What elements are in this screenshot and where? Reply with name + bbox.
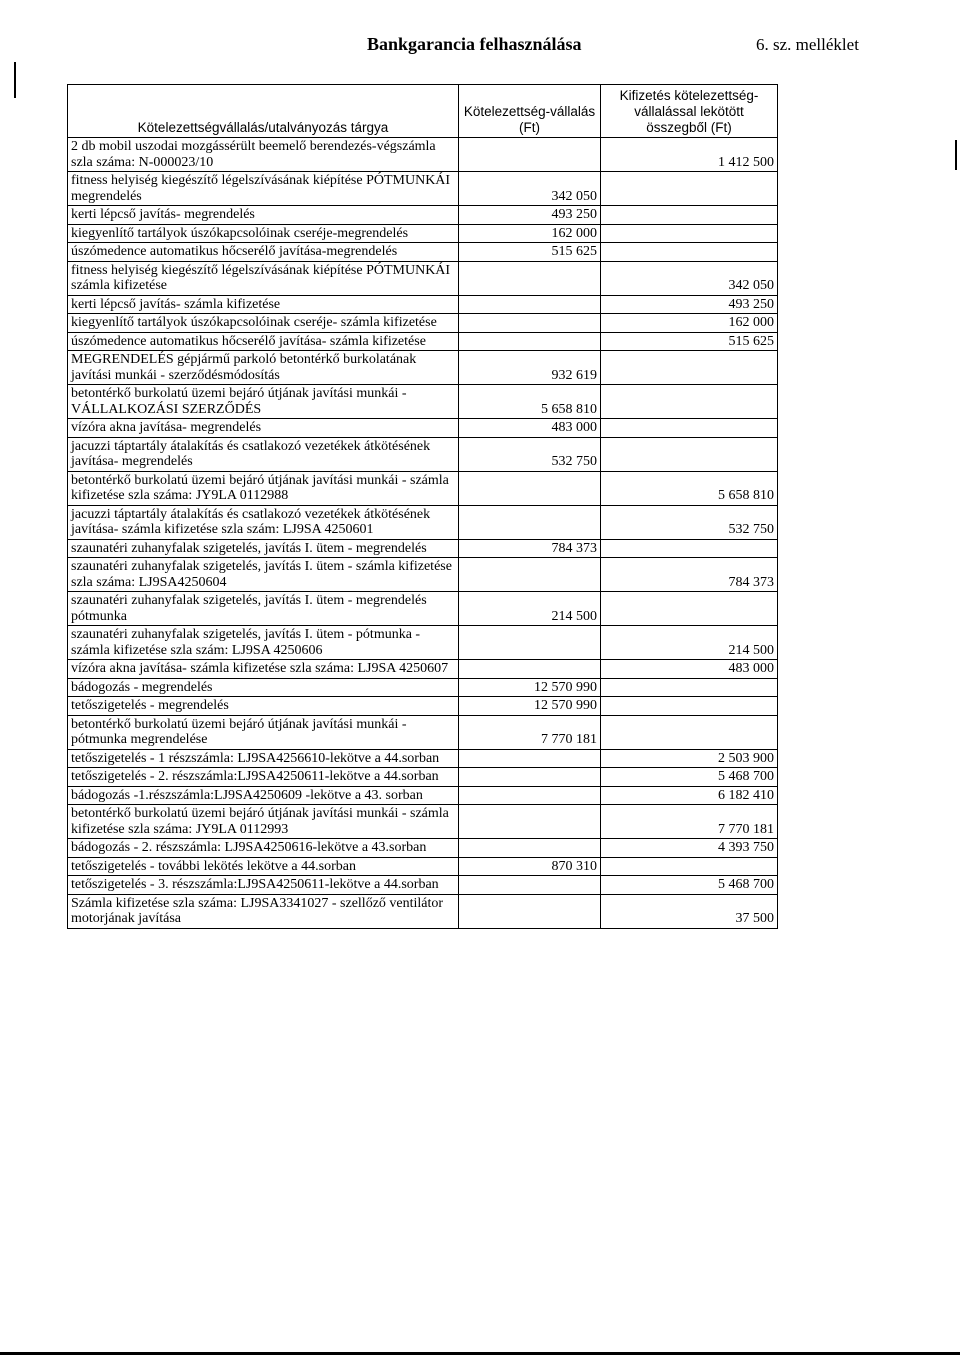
header-commitment: Kötelezettség-vállalás (Ft) [459, 85, 601, 138]
row-description: tetőszigetelés - 2. részszámla:LJ9SA4250611-lekötve a 44.sorban [68, 768, 459, 787]
row-description: kiegyenlítő tartályok úszókapcsolóinak cseréje-megrendelés [68, 224, 459, 243]
row-commitment-amount [459, 894, 601, 928]
row-description: úszómedence automatikus hőcserélő javítása-megrendelés [68, 243, 459, 262]
row-payment-amount [601, 539, 778, 558]
row-payment-amount: 5 658 810 [601, 471, 778, 505]
row-payment-amount: 5 468 700 [601, 768, 778, 787]
row-description: MEGRENDELÉS gépjármű parkoló betontérkő burkolatának javítási munkái - szerződésmódosítás [68, 351, 459, 385]
row-description: bádogozás -1.részszámla:LJ9SA4250609 -lekötve a 43. sorban [68, 786, 459, 805]
row-description: betontérkő burkolatú üzemi bejáró útjának javítási munkái - számla kifizetése szla száma: JY9LA 0112988 [68, 471, 459, 505]
row-description: kerti lépcső javítás- megrendelés [68, 206, 459, 225]
table-row [68, 660, 778, 679]
row-payment-amount: 162 000 [601, 314, 778, 333]
row-payment-amount [601, 857, 778, 876]
table-row [68, 505, 778, 539]
row-commitment-amount: 870 310 [459, 857, 601, 876]
row-payment-amount [601, 697, 778, 716]
row-description: bádogozás - megrendelés [68, 678, 459, 697]
row-description: fitness helyiség kiegészítő légelszívásának kiépítése PÓTMUNKÁI számla kifizetése [68, 261, 459, 295]
row-description: kerti lépcső javítás- számla kifizetése [68, 295, 459, 314]
row-commitment-amount: 932 619 [459, 351, 601, 385]
table-row [68, 857, 778, 876]
bottom-rule [0, 1352, 960, 1355]
row-commitment-amount [459, 786, 601, 805]
row-payment-amount [601, 172, 778, 206]
row-description: szaunatéri zuhanyfalak szigetelés, javítás I. ütem - számla kifizetése szla száma: LJ9SA4250604 [68, 558, 459, 592]
table-row [68, 314, 778, 333]
row-description: betontérkő burkolatú üzemi bejáró útjának javítási munkái - számla kifizetése szla száma: JY9LA 0112993 [68, 805, 459, 839]
table-row [68, 471, 778, 505]
row-payment-amount [601, 419, 778, 438]
row-payment-amount: 342 050 [601, 261, 778, 295]
row-commitment-amount: 342 050 [459, 172, 601, 206]
table-row [68, 261, 778, 295]
row-commitment-amount [459, 660, 601, 679]
row-commitment-amount [459, 471, 601, 505]
row-description: 2 db mobil uszodai mozgássérült beemelő berendezés-végszámla szla száma: N-000023/10 [68, 138, 459, 172]
row-commitment-amount [459, 839, 601, 858]
table-row [68, 558, 778, 592]
row-commitment-amount: 7 770 181 [459, 715, 601, 749]
row-payment-amount: 6 182 410 [601, 786, 778, 805]
row-payment-amount [601, 592, 778, 626]
row-commitment-amount [459, 505, 601, 539]
row-description: betontérkő burkolatú üzemi bejáró útjának javítási munkái - pótmunka megrendelése [68, 715, 459, 749]
row-commitment-amount [459, 749, 601, 768]
row-commitment-amount: 515 625 [459, 243, 601, 262]
row-payment-amount [601, 715, 778, 749]
row-description: fitness helyiség kiegészítő légelszívásának kiépítése PÓTMUNKÁI megrendelés [68, 172, 459, 206]
guarantee-table [67, 84, 778, 929]
row-commitment-amount: 483 000 [459, 419, 601, 438]
row-description: szaunatéri zuhanyfalak szigetelés, javítás I. ütem - megrendelés [68, 539, 459, 558]
row-payment-amount: 532 750 [601, 505, 778, 539]
row-description: tetőszigetelés - további lekötés lekötve a 44.sorban [68, 857, 459, 876]
table-row [68, 419, 778, 438]
row-commitment-amount: 532 750 [459, 437, 601, 471]
row-payment-amount: 37 500 [601, 894, 778, 928]
table-row [68, 437, 778, 471]
row-payment-amount [601, 678, 778, 697]
scan-margin-mark [955, 140, 957, 170]
row-commitment-amount: 784 373 [459, 539, 601, 558]
row-description: Számla kifizetése szla száma: LJ9SA3341027 - szellőző ventilátor motorjának javítása [68, 894, 459, 928]
table-row [68, 876, 778, 895]
annex-label: 6. sz. melléklet [756, 35, 859, 54]
row-payment-amount [601, 351, 778, 385]
table-row [68, 697, 778, 716]
row-commitment-amount: 162 000 [459, 224, 601, 243]
row-commitment-amount [459, 558, 601, 592]
table-row [68, 592, 778, 626]
table-row [68, 385, 778, 419]
row-commitment-amount [459, 261, 601, 295]
row-commitment-amount [459, 138, 601, 172]
row-description: jacuzzi táptartály átalakítás és csatlakozó vezetékek átkötésének javítása- számla kifizetése szla szám: LJ9SA 4250601 [68, 505, 459, 539]
row-payment-amount: 493 250 [601, 295, 778, 314]
row-payment-amount [601, 385, 778, 419]
row-description: tetőszigetelés - 3. részszámla:LJ9SA4250611-lekötve a 44.sorban [68, 876, 459, 895]
row-payment-amount: 5 468 700 [601, 876, 778, 895]
table-body [68, 138, 778, 929]
row-payment-amount: 7 770 181 [601, 805, 778, 839]
row-payment-amount: 515 625 [601, 332, 778, 351]
table-row [68, 172, 778, 206]
row-payment-amount: 784 373 [601, 558, 778, 592]
row-commitment-amount [459, 314, 601, 333]
table-row [68, 224, 778, 243]
row-commitment-amount: 493 250 [459, 206, 601, 225]
table-header-row [68, 85, 778, 138]
header-subject: Kötelezettségvállalás/utalványozás tárgya [68, 85, 459, 138]
table-row [68, 206, 778, 225]
row-payment-amount: 214 500 [601, 626, 778, 660]
table-row [68, 332, 778, 351]
table-row [68, 351, 778, 385]
row-payment-amount [601, 224, 778, 243]
table-row [68, 626, 778, 660]
row-commitment-amount: 12 570 990 [459, 697, 601, 716]
row-description: vízóra akna javítása- számla kifizetése szla száma: LJ9SA 4250607 [68, 660, 459, 679]
table-row [68, 768, 778, 787]
guarantee-table-container [67, 84, 777, 929]
table-row [68, 678, 778, 697]
row-commitment-amount [459, 295, 601, 314]
row-commitment-amount: 12 570 990 [459, 678, 601, 697]
header-payment: Kifizetés kötelezettség-vállalással lekötött összegből (Ft) [601, 85, 778, 138]
row-description: szaunatéri zuhanyfalak szigetelés, javítás I. ütem - pótmunka - számla kifizetése szla szám: LJ9SA 4250606 [68, 626, 459, 660]
row-commitment-amount [459, 805, 601, 839]
row-description: betontérkő burkolatú üzemi bejáró útjának javítási munkái - VÁLLALKOZÁSI SZERZŐDÉS [68, 385, 459, 419]
row-description: jacuzzi táptartály átalakítás és csatlakozó vezetékek átkötésének javítása- megrendelés [68, 437, 459, 471]
row-payment-amount: 1 412 500 [601, 138, 778, 172]
table-row [68, 894, 778, 928]
row-commitment-amount [459, 876, 601, 895]
row-description: szaunatéri zuhanyfalak szigetelés, javítás I. ütem - megrendelés pótmunka [68, 592, 459, 626]
row-payment-amount: 2 503 900 [601, 749, 778, 768]
row-payment-amount [601, 206, 778, 225]
table-row [68, 243, 778, 262]
page-title: Bankgarancia felhasználása [367, 34, 582, 54]
row-description: bádogozás - 2. részszámla: LJ9SA4250616-lekötve a 43.sorban [68, 839, 459, 858]
row-commitment-amount [459, 332, 601, 351]
table-row [68, 295, 778, 314]
row-description: kiegyenlítő tartályok úszókapcsolóinak cseréje- számla kifizetése [68, 314, 459, 333]
table-row [68, 839, 778, 858]
row-description: tetőszigetelés - 1 részszámla: LJ9SA4256610-lekötve a 44.sorban [68, 749, 459, 768]
row-commitment-amount: 5 658 810 [459, 385, 601, 419]
row-payment-amount: 4 393 750 [601, 839, 778, 858]
scan-margin-mark [14, 62, 16, 98]
row-commitment-amount [459, 626, 601, 660]
table-row [68, 786, 778, 805]
row-commitment-amount: 214 500 [459, 592, 601, 626]
table-row [68, 715, 778, 749]
row-description: vízóra akna javítása- megrendelés [68, 419, 459, 438]
table-row [68, 138, 778, 172]
table-row [68, 539, 778, 558]
row-description: tetőszigetelés - megrendelés [68, 697, 459, 716]
table-row [68, 749, 778, 768]
row-payment-amount [601, 243, 778, 262]
row-description: úszómedence automatikus hőcserélő javítása- számla kifizetése [68, 332, 459, 351]
row-payment-amount [601, 437, 778, 471]
row-commitment-amount [459, 768, 601, 787]
table-row [68, 805, 778, 839]
row-payment-amount: 483 000 [601, 660, 778, 679]
